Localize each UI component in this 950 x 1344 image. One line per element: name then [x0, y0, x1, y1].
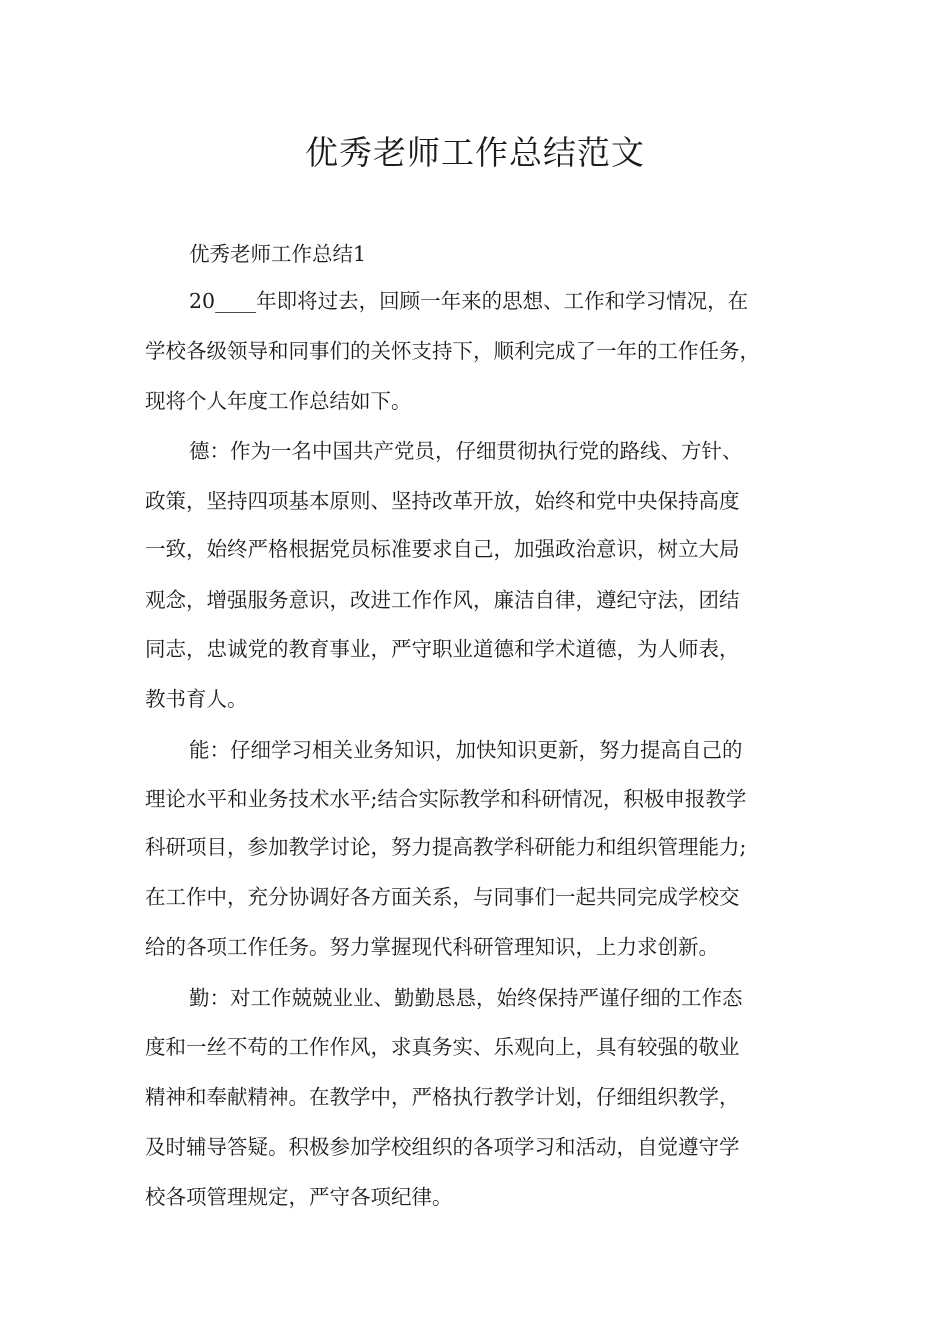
paragraph-line: 一致，始终严格根据党员标准要求自己，加强政治意识，树立大局	[145, 537, 740, 561]
document-title: 优秀老师工作总结范文	[305, 133, 645, 172]
paragraph-line: 能：仔细学习相关业务知识，加快知识更新，努力提高自己的	[189, 738, 743, 762]
paragraph-line: 理论水平和业务技术水平;结合实际教学和科研情况，积极申报教学	[145, 787, 747, 811]
paragraph-line: 度和一丝不苟的工作作风，求真务实、乐观向上，具有较强的敬业	[145, 1035, 740, 1059]
paragraph-line: 在工作中，充分协调好各方面关系，与同事们一起共同完成学校交	[145, 885, 740, 909]
paragraph-line: 政策，坚持四项基本原则、坚持改革开放，始终和党中央保持高度	[145, 489, 740, 513]
paragraph-line: 20____年即将过去，回顾一年来的思想、工作和学习情况，在	[189, 289, 749, 313]
paragraph-line: 现将个人年度工作总结如下。	[145, 389, 412, 413]
paragraph-line: 及时辅导答疑。积极参加学校组织的各项学习和活动，自觉遵守学	[145, 1135, 740, 1159]
paragraph-line: 学校各级领导和同事们的关怀支持下，顺利完成了一年的工作任务，	[145, 339, 760, 363]
paragraph-line: 教书育人。	[145, 687, 248, 711]
paragraph-line: 校各项管理规定，严守各项纪律。	[145, 1185, 453, 1209]
paragraph-line: 精神和奉献精神。在教学中，严格执行教学计划，仔细组织教学，	[145, 1085, 740, 1109]
section-heading: 优秀老师工作总结1	[189, 242, 367, 266]
paragraph-line: 给的各项工作任务。努力掌握现代科研管理知识，上力求创新。	[145, 935, 719, 959]
paragraph-line: 勤：对工作兢兢业业、勤勤恳恳，始终保持严谨仔细的工作态	[189, 986, 743, 1010]
paragraph-line: 观念，增强服务意识，改进工作作风，廉洁自律，遵纪守法，团结	[145, 588, 740, 612]
paragraph-line: 同志，忠诚党的教育事业，严守职业道德和学术道德，为人师表，	[145, 637, 740, 661]
paragraph-line: 科研项目，参加教学讨论，努力提高教学科研能力和组织管理能力;	[145, 835, 747, 859]
paragraph-line: 德：作为一名中国共产党员，仔细贯彻执行党的路线、方针、	[189, 439, 743, 463]
